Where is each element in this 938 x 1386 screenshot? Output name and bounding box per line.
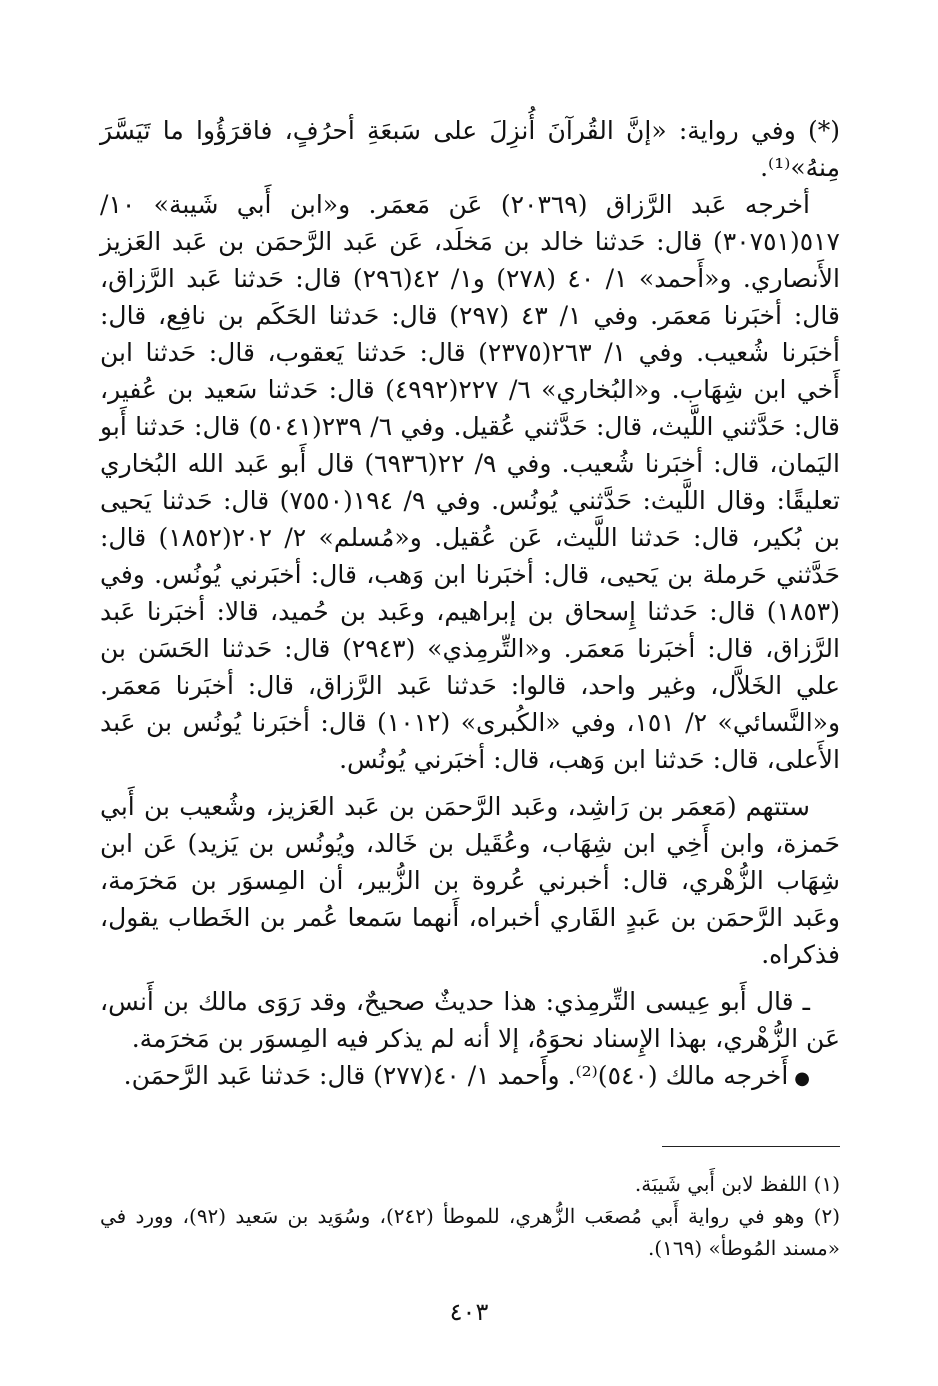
footnote-1: (١) اللفظ لابن أَبي شَيبَة. xyxy=(634,1172,840,1196)
spacer xyxy=(100,778,840,788)
footnote-2: (٢) وهو في رواية أَبي مُصعَب الزُّهري، للموطأ (٢٤٢)، وسُوَيد بن سَعيد (٩٢)، وورد في «مسند المُوطأ» (١٦٩). xyxy=(100,1204,840,1260)
bullet-icon: ● xyxy=(794,1068,810,1089)
malik-takhrij-paragraph xyxy=(100,1057,840,1097)
malik-takhrij-text: أَخرجه مالك (٥٤٠)⁽²⁾. وأَحمد ١/ ٤٠(٢٧٧) قال: حَدثنا عَبد الرَّحمَن. xyxy=(123,1061,789,1090)
chain-summary-paragraph: ستتهم (مَعمَر بن رَاشِد، وعَبد الرَّحمَن بن عَبد العَزيز، وشُعيب بن أَبي حَمزة، وابن أَخِي ابن شِهَاب، وعُقَيل بن خَالد، ويُونُس بن يَزيد) عَن ابن شِهَاب الزُّهْري، قال: أخبرني عُروة بن الزُّبير، أن المِسوَر بن مَخرَمة، وعَبد الرَّحمَن بن عَبدٍ القَاري أخبراه، أَنهما سَمعا عُمر بن الخَطاب يقول، فذكراه. xyxy=(100,792,840,969)
footnote-separator xyxy=(662,1146,840,1147)
main-text-block xyxy=(100,112,840,1097)
footnotes-block xyxy=(100,1168,840,1264)
page-number: ٤٠٣ xyxy=(449,1298,489,1326)
tirmidhi-comment-paragraph: ـ قال أَبو عِيسى التِّرمِذي: هذا حديثٌ صحيحٌ، وقد رَوَى مالك بن أَنس، عَن الزُّهْري، بهذا الإِسناد نحوَهُ، إلا أنه لم يذكر فيه المِسوَر بن مَخرَمة. xyxy=(100,987,840,1053)
spacer xyxy=(100,973,840,983)
takhrij-paragraph: أخرجه عَبد الرَّزاق (٢٠٣٦٩) عَن مَعمَر. و«ابن أَبي شَيبة» ١٠/ ٥١٧(٣٠٧٥١) قال: حَدثنا خالد بن مَخلَد، عَن عَبد الرَّحمَن بن عَبد العَزيز الأَنصاري. و«أَحمد» ١/ ٤٠ (٢٧٨) و١/ ٤٢(٢٩٦) قال: حَدثنا عَبد الرَّزاق، قال: أخبَرنا مَعمَر. وفي ١/ ٤٣ (٢٩٧) قال: حَدثنا الحَكَم بن نافِع، قال: أخبَرنا شُعيب. وفي ١/ ٢٦٣(٢٣٧٥) قال: حَدثنا يَعقوب، قال: حَدثنا ابن أَخي ابن شِهَاب. و«البُخاري» ٦/ ٢٢٧(٤٩٩٢) قال: حَدثنا سَعيد بن عُفير، قال: حَدَّثني اللَّيث، قال: حَدَّثني عُقيل. وفي ٦/ ٢٣٩(٥٠٤١) قال: حَدثنا أَبو اليَمان، قال: أخبَرنا شُعيب. وفي ٩/ ٢٢(٦٩٣٦) قال أَبو عَبد الله البُخاري تعليقًا: وقال اللَّيث: حَدَّثني يُونُس. وفي ٩/ ١٩٤(٧٥٥٠) قال: حَدثنا يَحيى بن بُكير، قال: حَدثنا اللَّيث، عَن عُقيل. و«مُسلم» ٢/ ٢٠٢(١٨٥٢) قال: حَدَّثني حَرملة بن يَحيى، قال: أخبَرنا ابن وَهب، قال: أخبَرني يُونُس. وفي (١٨٥٣) قال: حَدثنا إِسحاق بن إبراهيم، وعَبد بن حُميد، قالا: أخبَرنا عَبد الرَّزاق، قال: أخبَرنا مَعمَر. و«التِّرمِذي» (٢٩٤٣) قال: حَدثنا الحَسَن بن علي الخَلاَّل، وغير واحد، قالوا: حَدثنا عَبد الرَّزاق، قال: أخبَرنا مَعمَر. و«النَّسائي» ٢/ ١٥١، وفي «الكُبرى» (١٠١٢) قال: أخبَرنا يُونُس بن عَبد الأَعلى، قال: حَدثنا ابن وَهب، قال: أخبَرني يُونُس. xyxy=(100,190,841,774)
variant-narration: (*) وفي رواية: «إنَّ القُرآنَ أُنزِلَ على سَبعَةِ أحرُفٍ، فاقرَؤُوا ما تَيَسَّرَ مِنهُ»⁽¹⁾. xyxy=(100,116,840,182)
